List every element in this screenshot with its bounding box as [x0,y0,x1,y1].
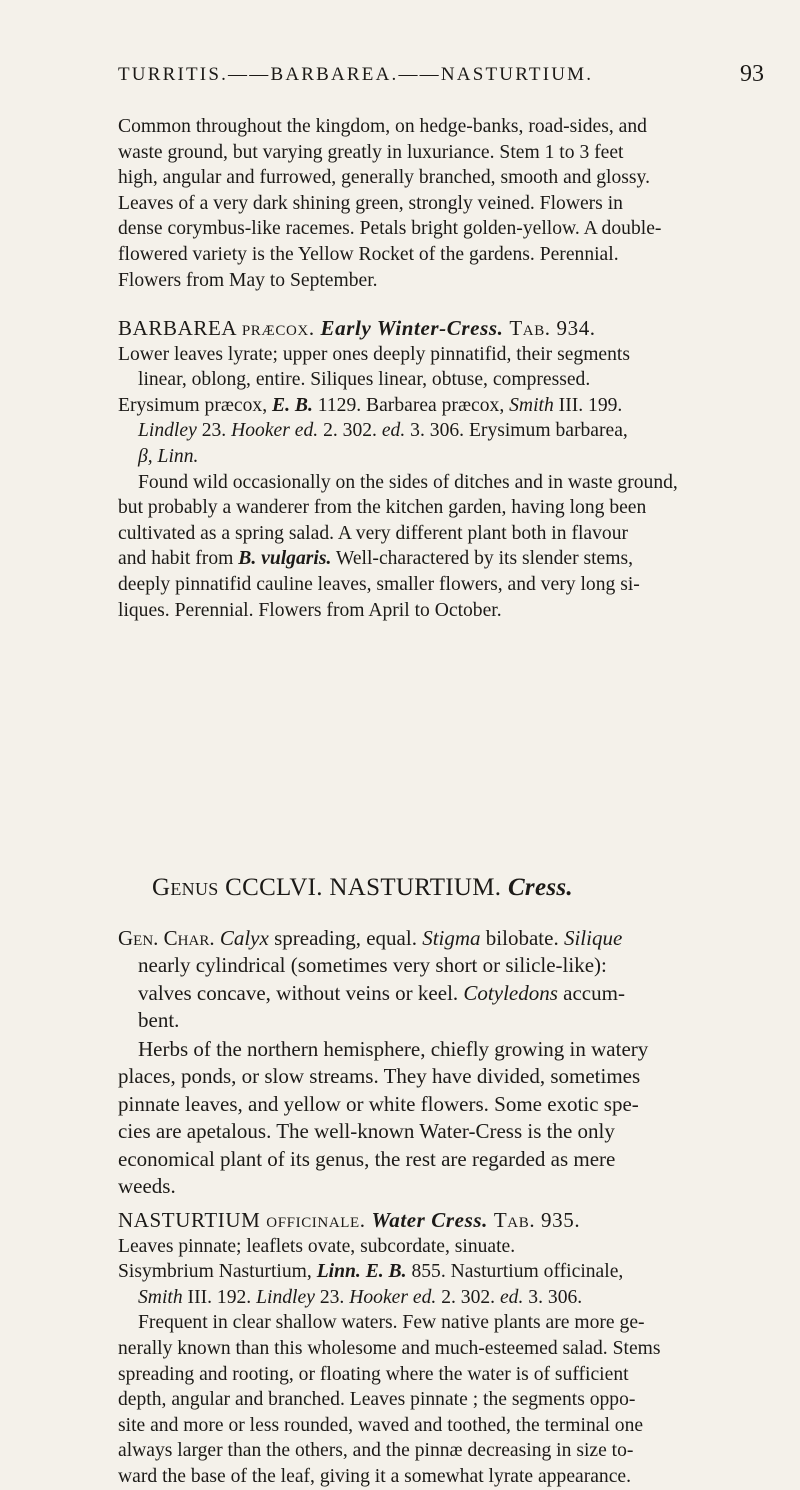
plate-reference: Tab. 934. [509,316,596,340]
common-name: Water Cress. [371,1208,488,1232]
synonymy-line: β, Linn. [138,445,199,467]
text-line: dense corymbus-like racemes. Petals bright golden-yellow. A double- [118,218,662,240]
gen-char-label: Gen. Char. [118,926,215,950]
habitat-line: liques. Perennial. Flowers from April to October. [118,599,502,621]
reference-abbrev: Linn. E. B. [316,1261,407,1283]
synonymy-line [118,1285,770,1311]
text-line: cies are apetalous. The well-known Water-Cress is the only [118,1119,615,1144]
reference: 3. 306. [528,1286,583,1308]
term: Calyx [219,926,269,950]
habitat-line: deeply pinnatifid cauline leaves, smaller flowers, and very long si- [118,573,640,595]
synonym: Erysimum præcox, [118,394,268,416]
species-reference: B. vulgaris. [238,548,332,570]
author: Lindley [138,420,197,442]
reference: 23. [319,1286,345,1308]
reference: III. 199. [558,394,623,416]
genus-title: NASTURTIUM. [329,874,502,901]
description-line: linear, oblong, entire. Siliques linear, obtuse, compressed. [138,369,591,391]
habitat-line: depth, angular and branched. Leaves pinnate ; the segments oppo- [118,1389,636,1411]
term: Silique [563,926,623,950]
nasturtium-officinale-entry [118,1208,770,1490]
gen-char-line: nearly cylindrical (sometimes very short or silicle-like): [138,953,607,978]
synonymy-line [118,393,770,419]
synonym: 855. Nasturtium officinale, [411,1261,624,1283]
description-line: Lower leaves lyrate; upper ones deeply pinnatifid, their segments [118,343,630,365]
reference: III. 192. [187,1286,252,1308]
text-line: Leaves of a very dark shining green, strongly veined. Flowers in [118,192,623,214]
genus-description-paragraph [118,1036,770,1200]
reference-abbrev: ed. [381,420,406,442]
species-heading [118,316,770,342]
text-run: spreading, equal. [274,926,417,950]
genus-name: NASTURTIUM [118,1208,261,1232]
text-line: high, angular and furrowed, generally branched, smooth and glossy. [118,167,650,189]
text-line: pinnate leaves, and yellow or white flowers. Some exotic spe- [118,1091,639,1116]
text-line: economical plant of its genus, the rest are regarded as mere [118,1146,616,1171]
genus-number: CCCLVI. [225,874,323,901]
text-line: Herbs of the northern hemisphere, chiefly growing in watery [138,1037,649,1061]
text-run: Well-charactered by its slender stems, [335,548,634,570]
turritis-habitat-paragraph [118,114,770,293]
text-line: flowered variety is the Yellow Rocket of the gardens. Perennial. [118,243,619,265]
author: Hooker ed. [231,420,319,442]
gen-char-line: bent. [138,1008,180,1033]
text-line: weeds. [118,1174,176,1199]
synonymy-line [118,418,770,444]
barbarea-praecox-entry [118,316,770,623]
text-line: Common throughout the kingdom, on hedge-banks, road-sides, and [118,116,647,137]
genus-heading [152,874,752,902]
reference-abbrev: ed. [499,1286,524,1308]
habitat-line: cultivated as a spring salad. A very different plant both in flavour [118,522,629,544]
text-run: and habit from [118,548,234,570]
reference-abbrev: E. B. [272,394,313,416]
author: Hooker ed. [349,1286,437,1308]
text-line: places, ponds, or slow streams. They have divided, sometimes [118,1064,641,1089]
habitat-line: but probably a wanderer from the kitchen garden, having long been [118,497,647,519]
page-number: 93 [740,61,764,87]
genus-name: BARBAREA [118,316,236,340]
text-run: valves concave, without veins or keel. [138,980,459,1005]
reference: 2. 302. [323,420,377,442]
synonym: Sisymbrium Nasturtium, [118,1261,312,1283]
synonym: 1129. Barbarea præcox, [317,394,505,416]
habitat-line: always larger than the others, and the pinnæ decreasing in size to- [118,1440,634,1462]
author: Smith [509,394,554,416]
habitat-line: nerally known than this wholesome and much-esteemed salad. Stems [118,1337,661,1359]
reference: 2. 302. [441,1286,496,1308]
synonymy-line [118,1259,770,1285]
common-name: Early Winter-Cress. [320,316,504,340]
habitat-line: Frequent in clear shallow waters. Few native plants are more ge- [138,1312,645,1334]
habitat-line: spreading and rooting, or floating where the water is of sufficient [118,1363,629,1385]
running-head [118,61,764,94]
term: Stigma [422,926,481,950]
plate-reference: Tab. 935. [493,1208,581,1232]
text-run: accum- [563,980,625,1005]
habitat-line [118,546,770,572]
gen-char-line [118,980,770,1007]
species-heading [118,1208,770,1234]
author: Lindley [256,1286,315,1308]
habitat-line: Found wild occasionally on the sides of ditches and in waste ground, [138,471,678,493]
habitat-line: ward the base of the leaf, giving it a somewhat lyrate appearance. [118,1465,632,1487]
gen-char-line [118,925,770,952]
genus-common-name: Cress. [507,874,573,901]
author: Smith [138,1286,183,1308]
text-line: waste ground, but varying greatly in luxuriance. Stem 1 to 3 feet [118,141,624,163]
running-head-title: TURRITIS.——BARBAREA.——NASTURTIUM. [118,64,594,85]
species-epithet: præcox. [241,316,315,340]
description-line: Leaves pinnate; leaflets ovate, subcordate, sinuate. [118,1235,516,1257]
species-epithet: officinale. [266,1208,366,1232]
genus-word: Genus [152,874,219,901]
text-run: bilobate. [485,926,559,950]
term: Cotyledons [463,980,558,1005]
generic-character [118,925,770,1035]
habitat-line: site and more or less rounded, waved and toothed, the terminal one [118,1414,644,1436]
text-line: Flowers from May to September. [118,269,378,291]
synonym: 3. 306. Erysimum barbarea, [410,420,628,442]
reference: 23. [201,420,227,442]
